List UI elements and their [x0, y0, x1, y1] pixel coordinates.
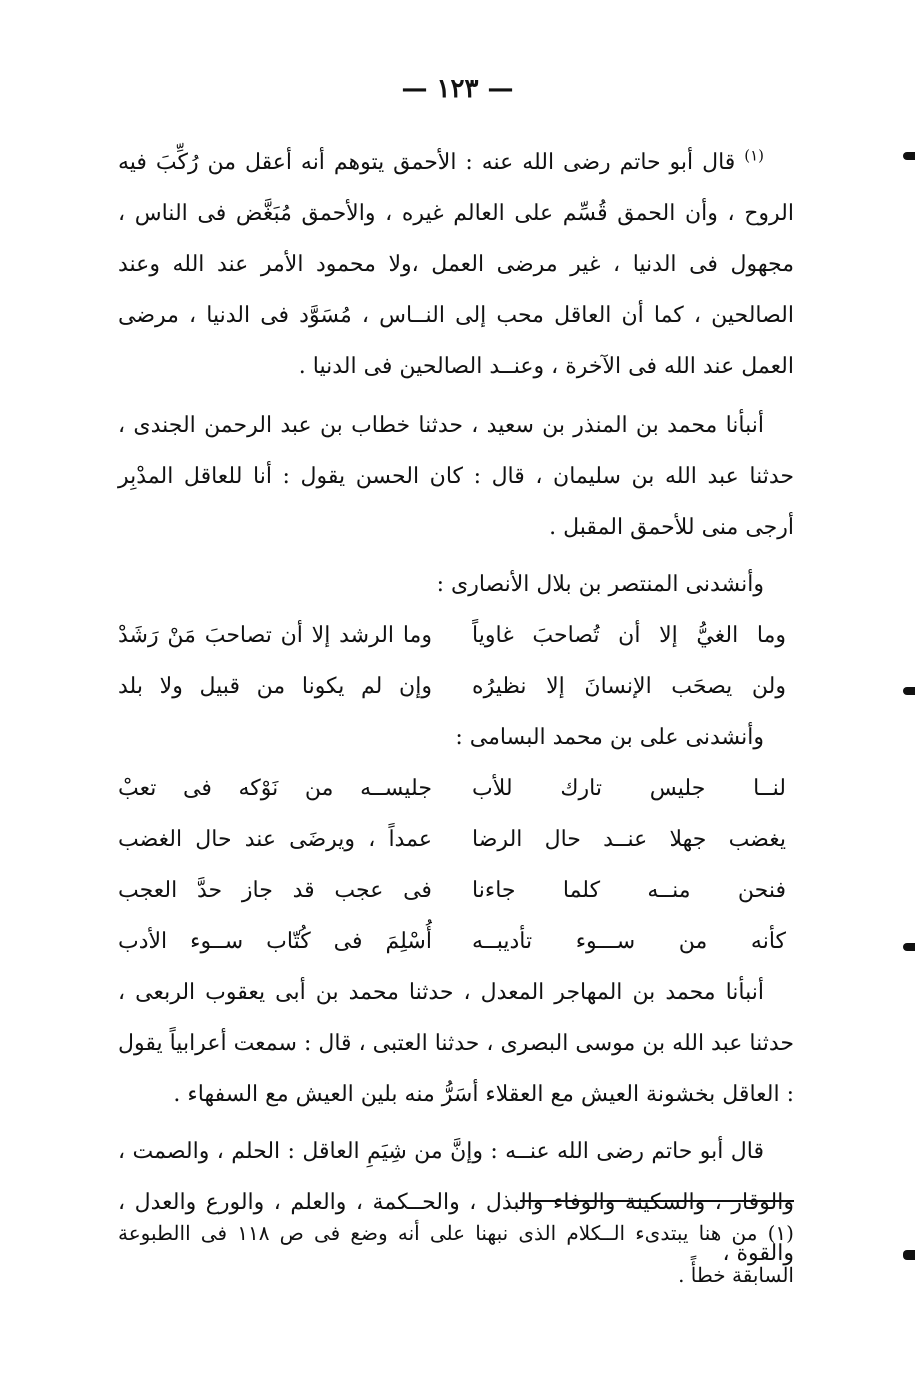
footnote-text: (١) من هنا يبتدىء الــكلام الذى نبهنا على أنه وضع فى ص ١١٨ فى االطبوعة السابقة خطأً . — [118, 1221, 794, 1287]
verse-first-half: فنحن منــه كلما جاءنا — [472, 878, 786, 903]
page-edge-mark — [903, 943, 915, 951]
verse-second-half: فى عجب قد جاز حدَّ العجب — [118, 878, 432, 903]
verse-line — [118, 610, 794, 661]
footnote-separator — [520, 1200, 794, 1202]
verse-first-half: لنــا جليس تارك للأب — [472, 776, 786, 801]
verse-second-half: وإن لم يكونا من قبيل ولا بلد — [118, 674, 432, 699]
footnote-ref: (١) — [744, 146, 764, 165]
verse-line — [118, 661, 794, 712]
poem-intro-1: وأنشدنى المنتصر بن بلال الأنصارى : — [436, 572, 764, 597]
main-text — [118, 137, 794, 1279]
poem-intro-2: وأنشدنى على بن محمد البسامى : — [455, 725, 764, 750]
verse-first-half: وما الغيُّ إلا أن تُصاحبَ غاوياً — [472, 623, 786, 648]
page-number: — ١٢٣ — — [401, 74, 514, 104]
page-edge-mark — [903, 152, 915, 160]
verse-line — [118, 814, 794, 865]
verse-second-half: وما الرشد إلا أن تصاحبَ مَنْ رَشَدْ — [118, 623, 432, 648]
verse-second-half: جليســه من نَوْكه فى تعبْ — [118, 776, 432, 801]
paragraph-1 — [118, 137, 794, 392]
verse-line — [118, 916, 794, 967]
verse-first-half: يغضب جهلا عنــد حال الرضا — [472, 827, 786, 852]
paragraph-text: قال أبو حاتم رضى الله عنه : الأحمق يتوهم أنه أعقل من رُكِّبَ فيه الروح ، وأن الحمق قُسِّم على العالم غيره ، والأحمق مُبَغَّض فى الناس ، مجهول فى الدنيا ، غير مرضى العمل ،ولا محمود الأمر عند الله وعند الصالحين ، كما أن العاقل محب إلى النــاس ، مُسَوَّد فى الدنيا ، مرضى العمل عند الله فى الآخرة ، وعنــد الصالحين فى الدنيا . — [118, 150, 794, 379]
verse-first-half: كأنه من ســـوء تأديبــه — [472, 929, 786, 954]
paragraph-4: قال أبو حاتم رضى الله عنــه : وإنَّ من شِيَمِ العاقل : الحلم ، والصمت ، والوقار ، والسكينة والوفاء والبذل ، والحــكمة ، والعلم ، والورع والعدل ، والقوة ، — [118, 1139, 794, 1266]
footnote — [118, 1212, 794, 1296]
page-edge-mark — [903, 1250, 915, 1260]
verse-second-half: أُسْلِمَ فى كُتّاب ســوء الأدب — [118, 929, 432, 954]
verse-first-half: ولن يصحَب الإنسانَ إلا نظيرُه — [472, 674, 786, 699]
verse-second-half: عمداً ، ويرضَى عند حال الغضب — [118, 827, 432, 852]
verse-line — [118, 865, 794, 916]
paragraph-3: أنبأنا محمد بن المهاجر المعدل ، حدثنا محمد بن أبى يعقوب الربعى ، حدثنا عبد الله بن موسى البصرى ، حدثنا العتبى ، قال : سمعت أعرابياً يقول : العاقل بخشونة العيش مع العقلاء أسَرُّ منه بلين العيش مع السفهاء . — [118, 980, 794, 1107]
verse-line — [118, 763, 794, 814]
paragraph-2: أنبأنا محمد بن المنذر بن سعيد ، حدثنا خطاب بن عبد الرحمن الجندى ، حدثنا عبد الله بن سليمان ، قال : كان الحسن يقول : أنا للعاقل المدْبِر أرجى منى للأحمق المقبل . — [118, 413, 794, 540]
page-edge-mark — [903, 687, 915, 695]
